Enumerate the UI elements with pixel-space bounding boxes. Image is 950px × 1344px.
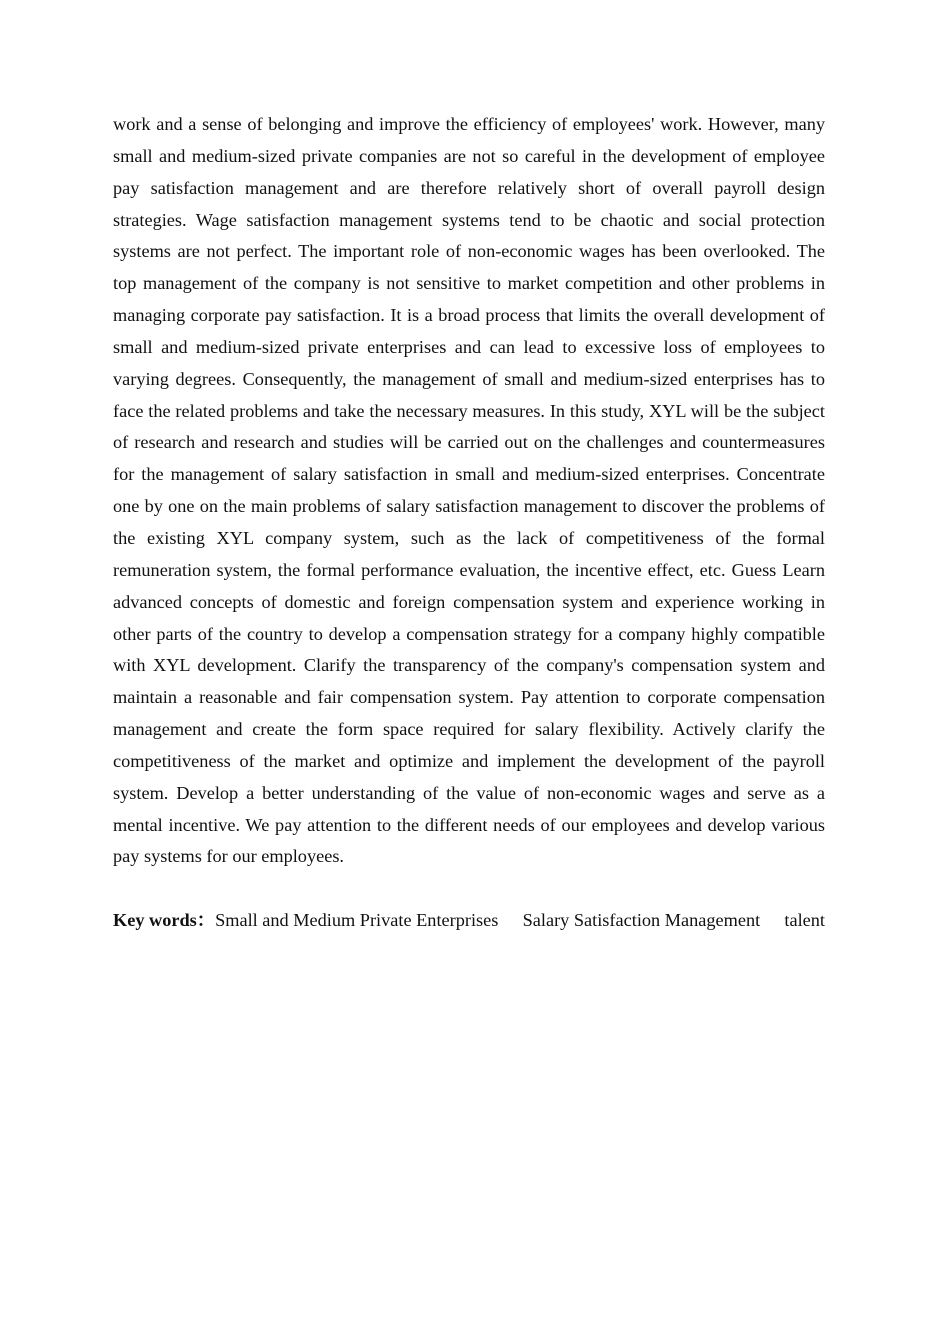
keyword-item: talent bbox=[784, 910, 825, 930]
keywords-label: Key words： bbox=[113, 910, 216, 930]
abstract-paragraph: work and a sense of belonging and improve the efficiency of employees' work. However, many small and medium-sized private companies are not so careful in the development of employee pay satisfaction management and are therefore relatively short of overall payroll design strategies. Wage satisfaction management systems tend to be chaotic and social protection systems are not perfect. The important role of non-economic wages has been overlooked. The top management of the company is not sensitive to market competition and other problems in managing corporate pay satisfaction. It is a broad process that limits the overall development of small and medium-sized private enterprises and can lead to excessive loss of employees to varying degrees. Consequently, the management of small and medium-sized enterprises has to face the related problems and take the necessary measures. In this study, XYL will be the subject of research and research and studies will be carried out on the challenges and countermeasures for the management of salary satisfaction in small and medium-sized enterprises. Concentrate one by one on the main problems of salary satisfaction management to discover the problems of the existing XYL company system, such as the lack of competitiveness of the formal remuneration system, the formal performance evaluation, the incentive effect, etc. Guess Learn advanced concepts of domestic and foreign compensation system and experience working in other parts of the country to develop a compensation strategy for a company highly compatible with XYL development. Clarify the transparency of the company's compensation system and maintain a reasonable and fair compensation system. Pay attention to corporate compensation management and create the form space required for salary flexibility. Actively clarify the competitiveness of the market and optimize and implement the development of the payroll system. Develop a better understanding of the value of non-economic wages and serve as a mental incentive. We pay attention to the different needs of our employees and develop various pay systems for our employees. bbox=[113, 114, 825, 867]
keywords-label-group bbox=[113, 905, 498, 937]
keyword-item: Salary Satisfaction Management bbox=[522, 910, 761, 930]
keywords-line bbox=[113, 905, 825, 937]
keyword-item: Small and Medium Private Enterprises bbox=[215, 910, 499, 930]
